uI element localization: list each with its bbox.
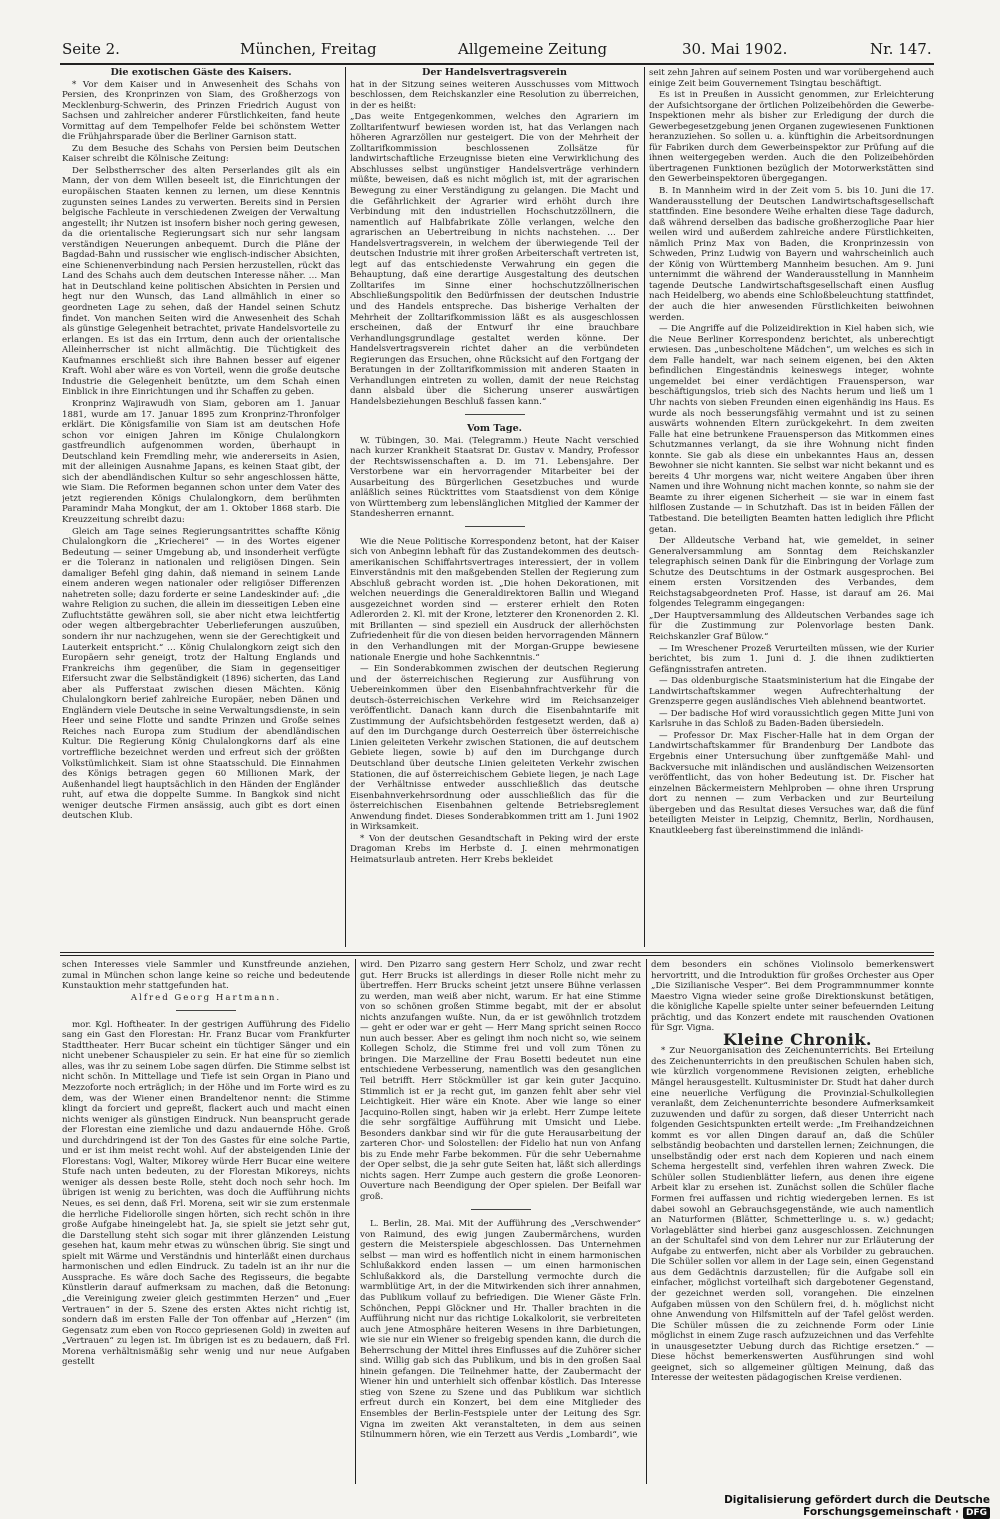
credit-text: Digitalisierung gefördert durch die Deutsche Forschungsgemeinschaft · [724, 1494, 990, 1518]
newspaper-name: Allgemeine Zeitung [458, 40, 608, 58]
news-item: Der Alldeutsche Verband hat, wie gemeldet, in seiner Generalversammlung am Sonntag dem Reichskanzler telegraphisch seinen Dank für die Einbringung der Vorlage zum Schutze des Deutschtums in der Ostmark ausgesprochen. Bei einem ersten Vorsitzenden des Verbandes, dem Reichstagsabgeordneten Prof. Hasse, ist darauf am 26. Mai folgendes Telegramm eingegangen: [649, 536, 934, 610]
article-paragraph: wird. Den Pizarro sang gestern Herr Scholz, und zwar recht gut. Herr Brucks ist allerdings in dieser Rolle nicht mehr zu übertreffen. Herr Brucks scheint jetzt unsere Bühne verlassen zu werden, man weiß aber nicht, warum. Er hat eine Stimme von so schönen großen Stimme begabt, mit der er absolut nichts anzufangen wußte. Nun, da er ist gewöhnlich trotzdem — geht er oder war er geht — Herr Mang spricht seinen Rocco nun auch besser. Aber es gelingt ihm noch nicht so, wie seinem Kollegen Scholz, die Stimme frei und voll zum Tönen zu bringen. Die Marzelline der Frau Bosetti bedeutet nun eine entschiedene Verbesserung, namentlich was den gesanglichen Teil betrifft. Herr Stöckmüller ist gar kein guter Jacquino. Stimmlich ist er ja recht gut, im ganzen fehlt aber sehr viel Leichtigkeit. Hier wäre ein Knote. Aber wie lange so einer Jacquino-Rollen singt, haben wir ja erlebt. Herr Zumpe leitete die sehr sorgfältige Aufführung mit Umsicht und Liebe. Besonders dankbar sind wir für die gute Herausarbeitung der zarteren Chor- und Solostellen: der Fidelio hat nun von Anfang bis zu Ende mehr Farbe bekommen. Für die sehr Uebernahme der Oper selbst, die ja sehr gute Seiten hat, läßt sich allerdings nichts sagen. Herr Zumpe auch gestern die große Leonoren-Ouverture nach Beendigung der Oper spielen. Der Beifall war groß. [360, 960, 641, 1203]
section-title: Vom Tage. [466, 423, 523, 435]
digitization-credit [590, 1494, 990, 1518]
news-item: — Der badische Hof wird voraussichtlich gegen Mitte Juni von Karlsruhe in das Schloß zu Baden-Baden übersiedeln. [649, 708, 934, 730]
article-title: Die exotischen Gäste des Kaisers. [110, 68, 292, 78]
news-item: — Die Angriffe auf die Polizeidirektion in Kiel haben sich, wie die Neue Berliner Korrespondenz berichtet, als unberechtigt erwiesen. Das „unbescholtene Mädchen“, um welches es sich in dem Falle handelt, war nach seinem eigenen, bei den Akten befindlichen Eingeständnis keineswegs integer, wohnte ungemeldet bei einer verdächtigen Frauensperson, war beschäftigungslos, trieb sich des Nachts herum und ließ um 1 Uhr nachts von sieben Freunden einen eigenhändig ins Haus. Es wurde als noch besserungsfähig vermahnt und ist zu seinen auswärts wohnenden Eltern zurückgekehrt. In dem zweiten Falle hat eine betrunkene Frauensperson das Mitkommen eines Schutzmannes verlangt, da sie ihre Wohnung nicht finden konnte. Sie gab als diese ein unbekanntes Haus an, dessen Bewohner sie nicht kannten. Sie selbst war nicht bekannt und es bereits 4 Uhr morgens war, nicht weitere Angaben über ihren Namen und ihre Wohnung nicht machen konnte, so nahm sie der Beamte zu ihrer eigenen Sicherheit — sie war in einem fast hilflosen Zustande — in Schutzhaft. Das ist in beiden Fällen der Tatbestand. Die beteiligten Beamten hatten lediglich ihre Pflicht getan. [649, 324, 934, 535]
column-rule [644, 67, 645, 947]
separator [350, 410, 639, 421]
news-item: * Von der deutschen Gesandtschaft in Peking wird der erste Dragoman Krebs im Herbste d. J. einen mehrmonatigen Heimatsurlaub antreten. Herr Krebs bekleidet [350, 833, 639, 865]
column-theater-continued [360, 960, 641, 1484]
author-signature: Alfred Georg Hartmann. [130, 992, 282, 1003]
column-rule [355, 959, 356, 1484]
column-theater-review [62, 960, 350, 1484]
article-paragraph: schen Interesses viele Sammler und Kunstfreunde anziehen, zumal in München schon lange keine so reiche und bedeutende Kunstauktion mehr stattgefunden hat. [62, 960, 350, 992]
page-number-label: Seite 2. [62, 40, 120, 58]
column-rule [646, 959, 647, 1484]
separator [62, 1005, 350, 1016]
column-news-continued [649, 68, 934, 946]
news-item: seit zehn Jahren auf seinem Posten und war vorübergehend auch einige Zeit beim Gouvernement Tsingtau beschäftigt. [649, 68, 934, 89]
article-paragraph: * Zur Neuorganisation des Zeichenunterrichts. Bei Erteilung des Zeichenunterrichts in den preußischen Schulen haben sich, wie kürzlich vorgenommene Revisionen zeigten, erhebliche Mängel herausgestellt. Kultusminister Dr. Studt hat daher durch eine neuerliche Verfügung die Provinzial-Schulkollegien veranlaßt, dem Zeichenunterrichte besondere Aufmerksamkeit zuzuwenden und dafür zu sorgen, daß dieser Unterricht nach folgenden Gesichtspunkten erteilt werde: „Im Freihandzeichnen kommt es vor allen Dingen darauf an, daß die Schüler selbständig beobachten und darstellen lernen; Zeichnungen, die unselbständig oder erst nach dem Kopieren und nach einem Schema hergestellt sind, verfehlen ihren wahren Zweck. Die Schüler sollen Studienblätter liefern, aus denen ihre eigene Arbeit klar zu ersehen ist. Zunächst sollen die Schüler flache Formen frei auffassen und richtig wiedergeben lernen. Es ist dabei sowohl an Gebrauchsgegenstände, wie auch namentlich an Naturformen (Blätter, Schmetterlinge u. s. w.) gedacht; Vorlageblätter sind hierbei ganz ausgeschlossen. Zeichnungen an der Schultafel sind von dem Lehrer nur zur Erläuterung der Aufgabe zu entwerfen, nicht aber als Vorbilder zu gebrauchen. Die Schüler sollen vor allem in der Lage sein, einen Gegenstand aus dem Gedächtnis darzustellen; für die Aufgabe soll ein einfacher, möglichst vorteilhaft sich dargebotener Gegenstand, der gezeichnet werden soll, vorangehen. Die einzelnen Aufgaben müssen von den Schülern frei, d. h. möglichst nicht ohne Anwendung von Hilfsmitteln auf der Tafel gelöst werden. Die Schüler müssen die zu zeichnende Form oder Linie möglichst in einem Zuge rasch aufzuzeichnen und das Verfehlte in unausgesetzter Uebung durch das Richtige ersetzen.“ — Diese höchst bemerkenswerten Ausführungen sind wohl geeignet, sich so allgemeiner gültigen Meinung, daß das Interesse der weitesten pädagogischen Kreise verdienen. [651, 1046, 934, 1384]
place-day-label: München, Freitag [240, 40, 377, 58]
article-paragraph: Kronprinz Wajirawudh von Siam, geboren am 1. Januar 1881, wurde am 17. Januar 1895 zum Kronprinz-Thronfolger erklärt. Die Königsfamilie von Siam ist am deutschen Hofe schon vor einigen Jahren im Könige Chulalongkorn gastfreundlich aufgenommen worden, überhaupt in Deutschland kein Fremdling mehr, wie andererseits in Asien, mit der alleinigen Ausnahme Japans, es keinen Staat gibt, der sich der abendländischen Kultur so sehr angeschlossen hätte, wie Siam. Die Reformen begannen schon unter dem Vater des jetzt regierenden Königs Chulalongkorn, dem berühmten Paramindr Maha Mongkut, der am 1. Oktober 1868 starb. Die Kreuzzeitung schreibt dazu: [62, 398, 340, 525]
news-item: — Ein Sonderabkommen zwischen der deutschen Regierung und der österreichischen Regierung zur Ausführung von Uebereinkommen über den Eisenbahnfrachtverkehr für die deutsch-österreichischen Verkehre wird im Reichsanzeiger veröffentlicht. Danach kann durch die Eisenbahntarife mit Zustimmung der Aufsichtsbehörden festgesetzt werden, daß a) auf den im Durchgange durch Oesterreich über österreichische Linien geleiteten Verkehr zwischen Stationen, die auf deutschem Gebiete liegen, sowie b) auf den im Durchgange durch Deutschland über deutsche Linien geleiteten Verkehr zwischen Stationen, die auf österreichischem Gebiete liegen, je nach Lage der Verhältnisse entweder ausschließlich das deutsche Eisenbahnverkehrsordnung oder ausschließlich das für die österreichischen Eisenbahnen geltende Betriebsreglement Anwendung findet. Dieses Sonderabkommen tritt am 1. Juni 1902 in Wirksamkeit. [350, 664, 639, 833]
separator [350, 522, 639, 533]
news-item: Wie die Neue Politische Korrespondenz betont, hat der Kaiser sich von Anbeginn lebhaft für das Zustandekommen des deutsch-amerikanischen Schiffahrtsvertrages interessiert, der in vollem Einverständnis mit den maßgebenden Stellen der Regierung zum Abschluß gebracht worden ist. „Die hohen Dekorationen, mit welchen neuerdings die Generaldirektoren Ballin und Wiegand ausgezeichnet worden sind — ersterer erhielt den Roten Adlerorden 2. Kl. mit der Krone, letzterer den Kronenorden 2. Kl. mit Brillanten — sind speziell ein Ausdruck der allerhöchsten Zufriedenheit für die von diesen beiden hervorragenden Männern in den Verhandlungen mit der Morgan-Gruppe bewiesene nationale Energie und hohe Sachkenntnis.“ [350, 536, 639, 663]
news-item: — Professor Dr. Max Fischer-Halle hat in dem Organ der Landwirtschaftskammer für Brandenburg Der Landbote das Ergebnis einer Untersuchung über zunftgemäße Mahl- und Backversuche mit inländischen und ausländischen Weizensorten veröffentlicht, das von hoher Bedeutung ist. Dr. Fischer hat einzelnen Bäckermeistern Mehlproben — ohne ihren Ursprung dort zu nennen — zum Verbacken und zur Beurteilung übergeben und das Resultat dieses Versuches war, daß die fünf beteiligten Meister in Leipzig, Chemnitz, Berlin, Nordhausen, Knautkleeberg fast übereinstimmend die inländi- [649, 730, 934, 836]
feuilleton-rule [60, 955, 934, 956]
feuilleton-rule [60, 952, 934, 953]
news-item: — Im Wreschener Prozeß Verurteilten müssen, wie der Kurier berichtet, bis zum 1. Juni d. J. die ihnen zudiktierten Gefängnisstrafen antreten. [649, 643, 934, 675]
article-paragraph: hat in der Sitzung seines weiteren Ausschusses vom Mittwoch beschlossen, dem Reichskanzler eine Resolution zu überreichen, in der es heißt: [350, 79, 639, 111]
masthead-rule [60, 63, 934, 65]
column-small-chronicle [651, 960, 934, 1484]
issue-number: Nr. 147. [870, 40, 932, 58]
news-item: B. In Mannheim wird in der Zeit vom 5. bis 10. Juni die 17. Wanderausstellung der Deutschen Landwirtschaftsgesellschaft stattfinden. Eine besondere Weihe erhalten diese Tage dadurch, daß während derselben das badische großherzogliche Paar hier weilen wird und außerdem zahlreiche andere Fürstlichkeiten, nämlich Prinz Max von Baden, die Kronprinzessin von Schweden, Prinz Ludwig von Bayern und wahrscheinlich auch der König von Württemberg Mannheim besuchen. Am 9. Juni unternimmt die während der Wanderausstellung in Mannheim tagende Deutsche Landwirtschaftsgesellschaft einen Ausflug nach Heidelberg, wo abends eine Schloßbeleuchtung stattfindet, der auch die hier anwesenden Fürstlichkeiten beiwohnen werden. [649, 186, 934, 323]
separator [360, 1205, 641, 1216]
dfg-logo: DFG [963, 1507, 990, 1519]
article-paragraph: Der Selbstherrscher des alten Perserlandes gilt als ein Mann, der von dem Willen beseelt ist, die Einrichtungen der europäischen Staaten kennen zu lernen, um diese Kenntnis zugunsten seines Landes zu verwerten. Bereits sind in Persien belgische Fachleute in verschiedenen Zweigen der Verwaltung angestellt; ihr Nutzen ist insofern bisher noch gering gewesen, da die orientalische Regierungsart sich nur sehr langsam verständigen Neuerungen anbequemt. Durch die Pläne der Bagdad-Bahn und russischer wie englisch-indischer Absichten, eine Schienenverbindung nach Persien herzustellen, rückt das Land des Schahs auch dem deutschen Interesse näher. … Man hat in Deutschland keine politischen Absichten in Persien und hegt nur den Wunsch, das Land allmählich in einer so geordneten Lage zu sehen, daß der Handel seinen Schutz findet. Von manchen Seiten wird die Anwesenheit des Schah als günstige Gelegenheit betrachtet, private Handelsvorteile zu erlangen. Es ist das ein Irrtum, denn auch der orientalische Alleinherrscher ist nicht allmächtig. Die Tüchtigkeit des Kaufmannes erschließt sich ihre Bahnen besser auf eigener Kraft. Wohl aber wäre es von Vorteil, wenn die große deutsche Industrie die Gelegenheit benützte, um dem Schah einen Einblick in ihre Einrichtungen und ihr Schaffen zu geben. [62, 165, 340, 398]
column-trade-treaty [350, 68, 639, 946]
news-item: W. Tübingen, 30. Mai. (Telegramm.) Heute Nacht verschied nach kurzer Krankheit Staatsrat Dr. Gustav v. Mandry, Professor der Rechtswissenschaften a. D. im 71. Lebensjahre. Der Verstorbene war ein hervorragender Mitarbeiter bei der Ausarbeitung des Bürgerlichen Gesetzbuches und wurde anläßlich seines Rücktrittes vom Staatsdienst von dem Könige von Württemberg zum lebenslänglichen Mitglied der Kammer der Standesherren ernannt. [350, 435, 639, 520]
news-item: — Das oldenburgische Staatsministerium hat die Eingabe der Landwirtschaftskammer wegen Aufrechterhaltung der Grenzsperre gegen ausländisches Vieh ablehnend beantwortet. [649, 676, 934, 708]
section-title: Kleine Chronik. [723, 1029, 872, 1049]
article-paragraph: mor. Kgl. Hoftheater. In der gestrigen Aufführung des Fidelio sang ein Gast den Florestan: Hr. Franz Bucar vom Frankfurter Stadttheater. Herr Bucar scheint ein tüchtiger Sänger und ein nicht unebener Schauspieler zu sein. Er hat eine für so ziemlich alles, was ihr zu seinem Lobe sagen dürfen. Die Stimme selbst ist nicht schön. In Mittellage und Tiefe ist sein Organ in Piano und Mezzoforte noch erträglich; in der Höhe und im Forte wird es zu dem, was der Wiener einen Brandeltenor nennt: die Stimme klingt da forciert und gepreßt, flackert auch und macht einen nichts weniger als günstigen Eindruck. Nun beansprucht gerade der Florestan eine ziemliche und dazu andauernde Höhe. Groß und durchdringend ist der Ton des Gastes für eine solche Partie, und er ist ihm meist recht wohl. Auf der absteigenden Linie der Florestans: Vogl, Walter, Mikorey würde Herr Bucar eine weitere Stufe nach unten bedeuten, zu der Florestan Mikoreys, nichts weniger als dessen beste Rolle, steht doch noch sehr hoch. Im übrigen ist wenig zu berichten, was doch die Aufführung nichts Neues, es sei denn, daß Frl. Morena, seit wir sie zum erstenmale die herrliche Fideliorolle singen hörten, sich recht schön in ihre große Aufgabe hineingelebt hat. Ja, sie spielt sie jetzt sehr gut, die Darstellung steht sich sogar mit ihrer glänzenden Leistung gesehen hat, kaum mehr etwas zu wünschen übrig. Sie singt und spielt mit Wärme und Verständnis und hinterläßt einen durchaus harmonischen und edlen Eindruck. Zu tadeln ist an ihr nur die Aussprache. Es wäre doch Sache des Regisseurs, die begabte Künstlerin darauf aufmerksam zu machen, daß die Betonung: „die Vereinigung zweier gleich gestimmten Herzen“ und „Euer Vertrauen“ in der 5. Szene des ersten Aktes nicht richtig ist, sondern daß im ersten Falle der Ton offenbar auf „Herzen“ (im Gegensatz zum eben von Rocco gepriesenen Gold) in zweiten auf „Vertrauen“ zu legen ist. Im übrigen ist es zu bedauern, daß Frl. Morena verhältnismäßig sehr wenig und nur neue Aufgaben gestellt [62, 1019, 350, 1368]
article-paragraph: dem besonders ein schönes Violinsolo bemerkenswert hervortritt, und die Introduktion für großes Orchester aus Oper „Die Sizilianische Vesper“. Bei dem Programmnummer konnte Maestro Vigna wieder seine große Direktionskunst betätigen, die königliche Kapelle spielte unter seiner befeuernden Leitung prächtig, und das Konzert endete mit rauschenden Ovationen für Sgr. Vigna. [651, 960, 934, 1034]
column-rule [345, 67, 346, 947]
article-paragraph: Zu dem Besuche des Schahs von Persien beim Deutschen Kaiser schreibt die Kölnische Zeitung: [62, 143, 340, 165]
news-item: Es ist in Preußen in Aussicht genommen, zur Erleichterung der Aufsichtsorgane der örtlichen Polizeibehörden die Gewerbe-Inspektionen mehr als bisher zur Erledigung der durch die Gewerbegesetzgebung jenen Organen zugewiesenen Funktionen heranzuziehen. So sollen u. a. künftighin die Arbeitsordnungen für Fabriken durch dem Gewerbeinspektor zur Prüfung auf die ihnen weitergegeben werden. Auch die den Polizeibehörden übertragenen Funktionen bezüglich der Motorwerkstätten sind den Gewerbeinspektoren übergegangen. [649, 90, 934, 185]
article-paragraph: * Vor dem Kaiser und in Anwesenheit des Schahs von Persien, des Kronprinzen von Siam, des Großherzogs von Mecklenburg-Schwerin, des Prinzen Friedrich August von Sachsen und zahlreicher anderer Fürstlichkeiten, fand heute Vormittag auf dem Tempelhofer Felde bei schönstem Wetter die Frühjahrsparade über die Berliner Garnison statt. [62, 79, 340, 143]
issue-date: 30. Mai 1902. [682, 40, 788, 58]
masthead [62, 40, 934, 60]
article-title: Der Handelsvertragsverein [422, 68, 567, 78]
column-exotic-guests [62, 68, 340, 946]
article-quote: „Das weite Entgegenkommen, welches den Agrariern im Zolltarifentwurf bewiesen worden ist, hat das Verlangen nach höheren Agrarzöllen nur gesteigert. Die von der Mehrheit der Zolltarifkommission beschlossenen Zollsätze für landwirtschaftliche Erzeugnisse bieten eine Verwirklichung des Abschlusses selbst ungünstiger Handelsverträge verhindern müßte, beweisen, daß es nicht möglich ist, mit der agrarischen Bewegung zu einer Verständigung zu gelangen. Die Macht und die Gefährlichkeit der Agrarier wird erhöht durch ihre Verbindung mit den industriellen Hochschutzzöllnern, die namentlich auf Halbfabrikate Zölle verlangen, welche den agrarischen an Uebertreibung in nichts nachstehen. … Der Handelsvertragsverein, in welchem der überwiegende Teil der deutschen Industrie mit ihrer großen Arbeiterschaft vertreten ist, legt auf das entschiedenste Verwahrung ein gegen die Behauptung, daß eine derartige Ausgestaltung des deutschen Zolltarifes im Sinne einer hochschutzzöllnerischen Abschließungspolitik den Bedürfnissen der deutschen Industrie und des Handels entspreche. Das bisherige Verhalten der Mehrheit der Zolltarifkommission läßt es als ausgeschlossen erscheinen, daß der Entwurf ihr eine brauchbare Verhandlungsgrundlage gestaltet werden könne. Der Handelsvertragsverein richtet daher an die verbündeten Regierungen das Ersuchen, ohne Rücksicht auf den Fortgang der Beratungen in der Zolltarifkommission mit anderen Staaten in Verhandlungen eintreten zu wollen, damit der neue Reichstag dann alsbald über die Sicherung unserer auswärtigen Handelsbeziehungen Beschluß fassen kann.“ [350, 112, 639, 407]
article-paragraph: Gleich am Tage seines Regierungsantrittes schaffte König Chulalongkorn die „Kriecherei“ — in des Wortes eigener Bedeutung — seiner Umgebung ab, und insonderheit verfügte er die Toleranz in nationalen und religiösen Dingen. Sein damaliger Befehl ging dahin, daß niemand in seinem Lande einem anderen wegen nationaler oder religiöser Differenzen nahetreten solle; dazu forderte er seine Landeskinder auf: „die wahre Religion zu suchen, die allein im diesseitigen Leben eine Zufluchtstätte gewähren soll, sie aber nicht etwa leichtfertig oder wegen altbergebrachter Ueberlieferungen auszuüben, sondern ihr nur nachzugehen, wenn sie der Gerechtigkeit und Lauterkeit entspricht.“ … König Chulalongkorn zeigt sich den Europäern sehr geneigt, trotz der Haltung Englands und Frankreichs ihm gegenüber, die Siam in gegenseitiger Eifersucht zwar die Selbständigkeit (1896) sicherten, das Land aber als Pufferstaat zwischen diesen Mächten. König Chulalongkorn berief zahlreiche Europäer, neben Dänen und Engländern viele Deutsche in seine Verwaltungsdienste, in sein Heer und seine Flotte und sandte Prinzen und Große seines Reiches nach Europa zum Studium der abendländischen Kultur. Die Regierung König Chulalongkorns darf als eine vortreffliche bezeichnet werden und erfreut sich der größten Volkstümlichkeit. Siam ist ohne Staatsschuld. Die Einnahmen des Königs betragen gegen 60 Millionen Mark, der Außenhandel liegt hauptsächlich in den Händen der Engländer ruht, auf etwa die doppelte Summe. In Bangkok sind nicht weniger deutsche Firmen ansässig, auch gibt es dort einen deutschen Klub. [62, 526, 340, 822]
telegram-quote: „Der Hauptversammlung des Alldeutschen Verbandes sage ich für die Zustimmung zur Polenvorlage besten Dank. Reichskanzler Graf Bülow.“ [649, 610, 934, 642]
article-paragraph: L. Berlin, 28. Mai. Mit der Aufführung des „Verschwender“ von Raimund, des ewig jungen Zaubermärchens, wurden gestern die Meisterspiele abgeschlossen. Das Unternehmen selbst — man wird es hoffentlich nicht in einem harmonischen Schlußakkord enden lassen — um einen harmonischen Schlußakkord als, die Darstellung vermochte durch die warmblütige Art, in der die Mitwirkenden sich ihrer annahmen, das Publikum vollauf zu befriedigen. Die Wiener Gäste Frln. Schönchen, Peppi Glöckner und Hr. Thaller brachten in die Aufführung nicht nur das richtige Lokalkolorit, sie verbreiteten auch jene Atmosphäre heiteren Wesens in ihre Darbietungen, wie sie nur ein Wiener so freigebig spenden kann, die durch die Beherrschung der Mittel ihres Einflusses auf die Zuhörer sicher sind. Willig gab sich das Publikum, und bis in den großen Saal hinein gefangen. Die Teilnehmer hatte, der Zaubermacht der Wiener hin und unterhielt sich offenbar köstlich. Das Interesse stieg von Szene zu Szene und das Publikum war sichtlich erfreut durch ein Konzert, bei dem eine Mitglieder des Ensembles der Berlin-Festspiele unter der Leitung des Sgr. Vigna im zweiten Akt veranstalteten, in dem aus seinen Stilnummern hören, wie ein Terzett aus Verdis „Lombardi“, wie [360, 1219, 641, 1441]
